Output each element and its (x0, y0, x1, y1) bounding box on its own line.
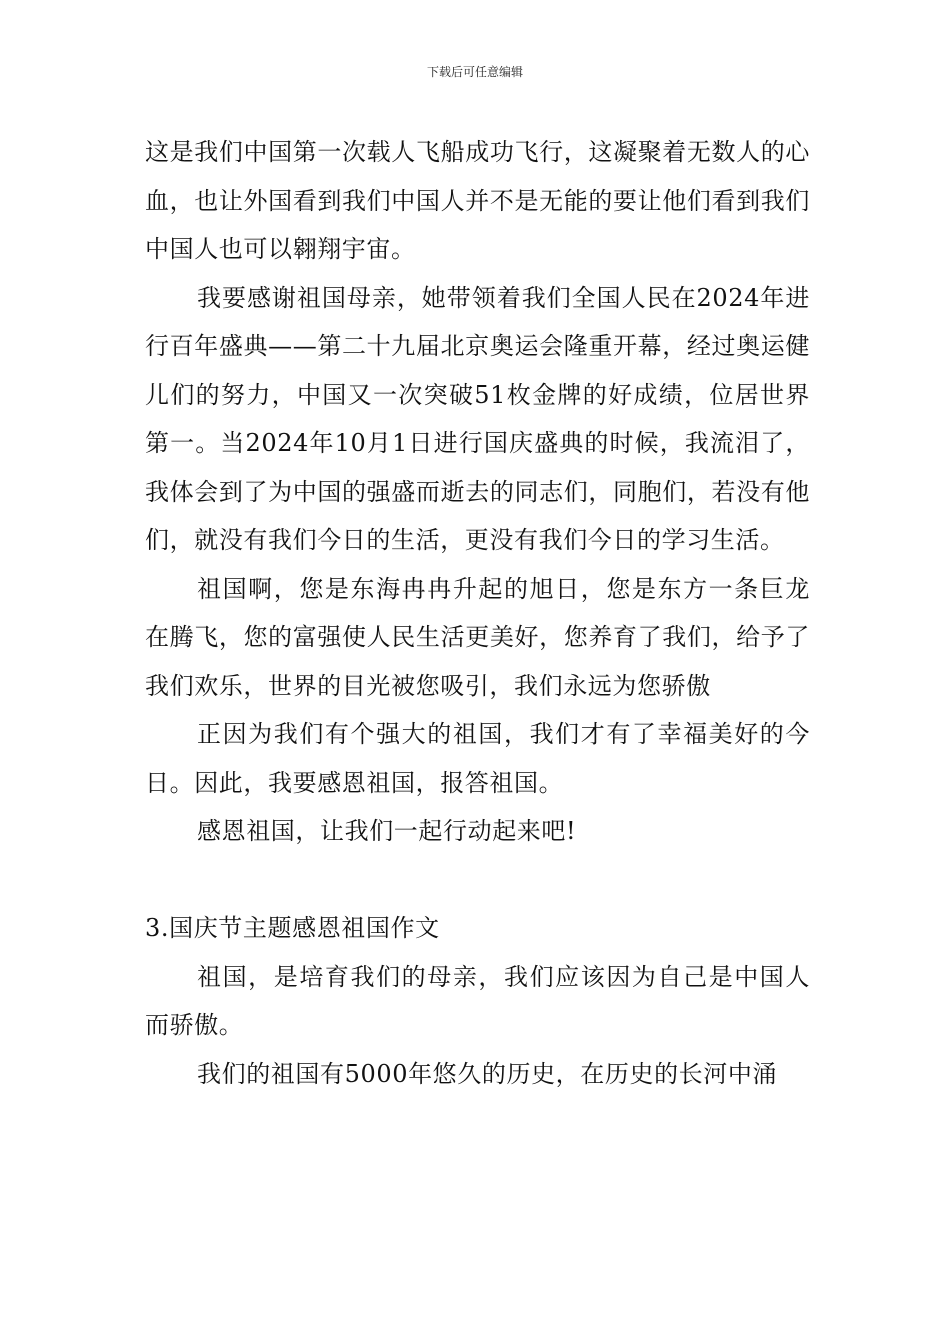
document-body (145, 128, 810, 1098)
paragraph-call-to-action: 感恩祖国，让我们一起行动起来吧! (197, 817, 577, 845)
section-spacer (145, 856, 810, 905)
section-heading: 3.国庆节主题感恩祖国作文 (145, 914, 440, 942)
paragraph-spaceflight: 这是我们中国第一次载人飞船成功飞行，这凝聚着无数人的心血，也让外国看到我们中国人并不是无能的要让他们看到我们中国人也可以翱翔宇宙。 (145, 138, 810, 263)
paragraph-section-history: 我们的祖国有5000年悠久的历史，在历史的长河中涌 (197, 1059, 778, 1088)
paragraph-olympics: 我要感谢祖国母亲，她带领着我们全国人民在2024年进行百年盛典——第二十九届北京奥运会隆重开幕，经过奥运健儿们的努力，中国又一次突破51枚金牌的好成绩，位居世界第一。当2024年10月1日进行国庆盛典的时候，我流泪了，我体会到了为中国的强盛而逝去的同志们，同胞们，若没有他们，就没有我们今日的生活，更没有我们今日的学习生活。 (145, 283, 810, 554)
paragraph-happiness: 正因为我们有个强大的祖国，我们才有了幸福美好的今日。因此，我要感恩祖国，报答祖国。 (145, 720, 810, 797)
paragraph-section-intro: 祖国，是培育我们的母亲，我们应该因为自己是中国人而骄傲。 (145, 962, 810, 1039)
page-header: 下载后可任意编辑 (426, 65, 523, 79)
paragraph-motherland: 祖国啊，您是东海冉冉升起的旭日，您是东方一条巨龙在腾飞，您的富强使人民生活更美好，您养育了我们，给予了我们欢乐，世界的目光被您吸引，我们永远为您骄傲 (145, 574, 810, 700)
